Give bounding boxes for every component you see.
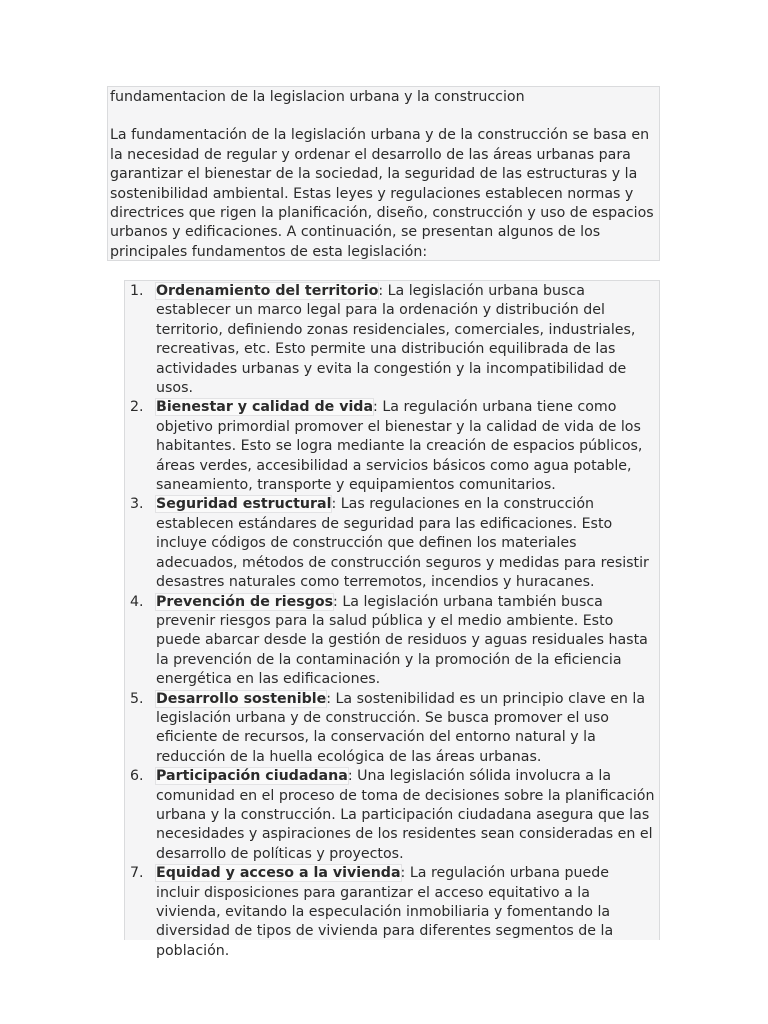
item-number: 6. — [130, 768, 144, 785]
item-text: : La sostenibilidad es un principio clave en la legislación urbana y de construcción. Se busca promover el uso eficiente de recursos, la conservación del entorno natural y la reducción de la huella ecológica de las áreas urbanas. — [156, 690, 646, 765]
intro-block — [107, 86, 660, 261]
item-term: Prevención de riesgos — [156, 593, 334, 610]
item-number: 7. — [130, 865, 144, 882]
list-item — [125, 767, 659, 864]
principles-list — [125, 281, 659, 961]
item-text: : La legislación urbana también busca prevenir riesgos para la salud pública y el medio ambiente. Esto puede abarcar desde la gestión de residuos y aguas residuales hasta la prevención de la contaminación y la promoción de la eficiencia energética en las edificaciones. — [156, 593, 648, 688]
item-number: 4. — [130, 593, 144, 610]
list-item — [125, 398, 659, 495]
item-term: Participación ciudadana — [156, 768, 348, 785]
list-item — [125, 593, 659, 690]
list-item — [125, 864, 659, 961]
item-term: Equidad y acceso a la vivienda — [156, 865, 401, 882]
item-number: 2. — [130, 399, 144, 416]
intro-paragraph: La fundamentación de la legislación urbana y de la construcción se basa en la necesidad de regular y ordenar el desarrollo de las áreas urbanas para garantizar el bienestar de la sociedad, la seguridad de las estructuras y la sostenibilidad ambiental. Estas leyes y regulaciones establecen normas y directrices que rigen la planificación, diseño, construcción y uso de espacios urbanos y edificaciones. A continuación, se presentan algunos de los principales fundamentos de esta legislación: — [110, 127, 654, 260]
list-item — [125, 690, 659, 768]
item-text: : La regulación urbana puede incluir disposiciones para garantizar el acceso equitativo a la vivienda, evitando la especulación inmobiliaria y fomentando la diversidad de tipos de vivienda para diferentes segmentos de la población. — [156, 865, 614, 959]
list-item — [125, 282, 659, 398]
item-term: Ordenamiento del territorio — [156, 283, 379, 299]
principles-block — [124, 280, 660, 959]
item-text: : Una legislación sólida involucra a la comunidad en el proceso de toma de decisiones sobre la planificación urbana y la construcción. La participación ciudadana asegura que las necesidades y aspiraciones de los residentes sean consideradas en el desarrollo de políticas y proyectos. — [156, 768, 655, 862]
document-title: fundamentacion de la legislacion urbana y la construccion — [110, 89, 525, 105]
item-number: 1. — [130, 283, 144, 299]
item-term: Seguridad estructural — [156, 496, 332, 513]
item-term: Bienestar y calidad de vida — [156, 399, 374, 416]
list-item — [125, 495, 659, 592]
item-text: : La legislación urbana busca establecer un marco legal para la ordenación y distribución del territorio, definiendo zonas residenciales, comerciales, industriales, recreativas, etc. Esto permite una distribución equilibrada de las actividades urbanas y evita la congestión y la incompatibilidad de usos. — [156, 283, 636, 397]
item-text: : La regulación urbana tiene como objetivo primordial promover el bienestar y la calidad de vida de los habitantes. Esto se logra mediante la creación de espacios públicos, áreas verdes, accesibilidad a servicios básicos como agua potable, saneamiento, transporte y equipamientos comunitarios. — [156, 399, 643, 494]
item-term: Desarrollo sostenible — [156, 690, 327, 707]
item-number: 3. — [130, 496, 144, 513]
item-text: : Las regulaciones en la construcción establecen estándares de seguridad para las edificaciones. Esto incluye códigos de construcción que definen los materiales adecuados, métodos de construcción seguros y medidas para resistir desastres naturales como terremotos, incendios y huracanes. — [156, 496, 649, 591]
item-number: 5. — [130, 690, 144, 707]
